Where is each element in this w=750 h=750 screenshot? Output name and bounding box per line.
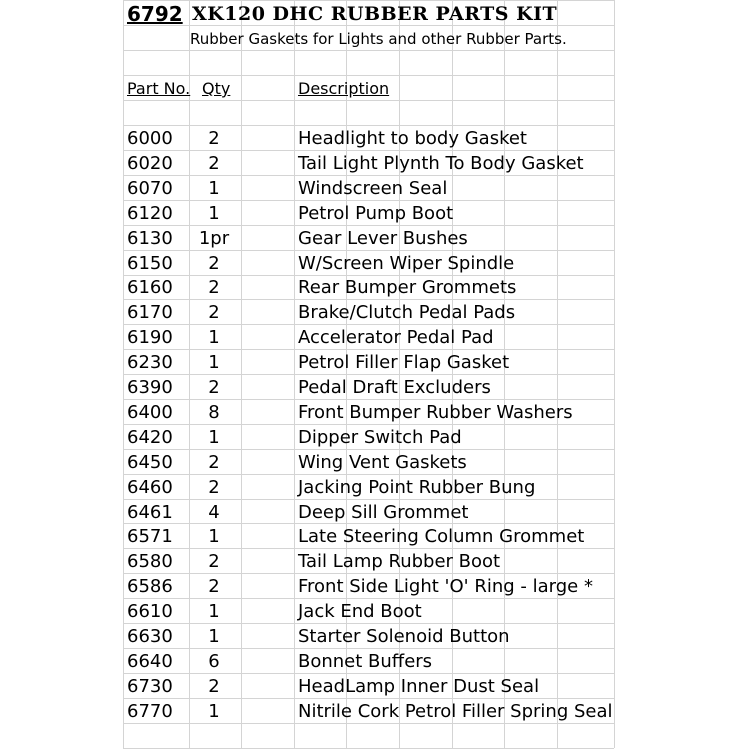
part-number-cell: 6580 [127,551,173,572]
table-row [0,524,750,549]
table-row [0,350,750,375]
grid-row-line [123,100,614,101]
grid-row-line [123,50,614,51]
quantity-cell: 1pr [198,228,230,249]
quantity-cell: 8 [208,402,220,423]
part-number-cell: 6610 [127,601,173,622]
part-number-cell: 6160 [127,277,173,298]
quantity-cell: 2 [208,377,220,398]
grid-row-line [123,0,614,1]
description-cell: Wing Vent Gaskets [298,452,467,473]
grid-row-line [123,748,614,749]
table-row [0,126,750,151]
table-row [0,674,750,699]
part-number-cell: 6120 [127,203,173,224]
description-cell: Gear Lever Bushes [298,228,468,249]
part-number-cell: 6150 [127,253,173,274]
quantity-cell: 2 [208,153,220,174]
quantity-cell: 2 [208,551,220,572]
description-cell: W/Screen Wiper Spindle [298,253,515,274]
part-number-cell: 6630 [127,626,173,647]
description-cell: Tail Lamp Rubber Boot [298,551,501,572]
quantity-cell: 2 [208,676,220,697]
description-cell: Windscreen Seal [298,178,448,199]
quantity-cell: 2 [208,277,220,298]
quantity-cell: 1 [208,327,220,348]
kit-subtitle: Rubber Gaskets for Lights and other Rubber Parts. [190,30,567,48]
quantity-cell: 1 [208,701,220,722]
description-cell: Pedal Draft Excluders [298,377,491,398]
part-number-cell: 6170 [127,302,173,323]
quantity-cell: 2 [208,576,220,597]
header-description: Description [298,79,390,98]
header-part-no: Part No. [127,79,191,98]
grid-row-line [123,25,614,26]
table-row [0,400,750,425]
quantity-cell: 2 [208,302,220,323]
description-cell: Late Steering Column Grommet [298,526,585,547]
part-number-cell: 6230 [127,352,173,373]
table-row [0,300,750,325]
description-cell: Petrol Filler Flap Gasket [298,352,510,373]
description-cell: Deep Sill Grommet [298,502,469,523]
description-cell: Jacking Point Rubber Bung [298,477,536,498]
table-row [0,624,750,649]
table-row [0,574,750,599]
table-row [0,275,750,300]
table-row [0,649,750,674]
quantity-cell: 1 [208,601,220,622]
quantity-cell: 2 [208,477,220,498]
part-number-cell: 6020 [127,153,173,174]
quantity-cell: 4 [208,502,220,523]
quantity-cell: 1 [208,178,220,199]
table-row [0,226,750,251]
part-number-cell: 6190 [127,327,173,348]
part-number-cell: 6400 [127,402,173,423]
quantity-cell: 1 [208,427,220,448]
description-cell: Rear Bumper Grommets [298,277,517,298]
part-number-cell: 6730 [127,676,173,697]
table-row [0,500,750,525]
quantity-cell: 1 [208,526,220,547]
part-number-cell: 6420 [127,427,173,448]
table-row [0,176,750,201]
part-number-cell: 6000 [127,128,173,149]
part-number-cell: 6070 [127,178,173,199]
table-row [0,201,750,226]
quantity-cell: 2 [208,452,220,473]
part-number-cell: 6461 [127,502,173,523]
quantity-cell: 6 [208,651,220,672]
description-cell: Starter Solenoid Button [298,626,510,647]
quantity-cell: 2 [208,128,220,149]
table-row [0,599,750,624]
description-cell: Jack End Boot [298,601,422,622]
description-cell: Nitrile Cork Petrol Filler Spring Seal [298,701,613,722]
description-cell: Bonnet Buffers [298,651,433,672]
description-cell: Brake/Clutch Pedal Pads [298,302,516,323]
part-number-cell: 6460 [127,477,173,498]
table-row [0,549,750,574]
part-number-cell: 6571 [127,526,173,547]
part-number-cell: 6390 [127,377,173,398]
part-number-cell: 6770 [127,701,173,722]
table-row [0,699,750,724]
part-number-cell: 6450 [127,452,173,473]
part-number-cell: 6130 [127,228,173,249]
table-row [0,251,750,276]
description-cell: Front Side Light 'O' Ring - large * [298,576,593,597]
quantity-cell: 2 [208,253,220,274]
grid-row-line [123,75,614,76]
part-number-cell: 6640 [127,651,173,672]
description-cell: HeadLamp Inner Dust Seal [298,676,540,697]
table-row [0,475,750,500]
table-row [0,151,750,176]
table-row [0,375,750,400]
quantity-cell: 1 [208,352,220,373]
description-cell: Petrol Pump Boot [298,203,454,224]
quantity-cell: 1 [208,203,220,224]
description-cell: Tail Light Plynth To Body Gasket [298,153,584,174]
description-cell: Accelerator Pedal Pad [298,327,494,348]
part-number-cell: 6586 [127,576,173,597]
table-row [0,425,750,450]
table-row [0,325,750,350]
kit-number: 6792 [127,2,183,26]
description-cell: Headlight to body Gasket [298,128,527,149]
description-cell: Front Bumper Rubber Washers [298,402,573,423]
quantity-cell: 1 [208,626,220,647]
table-row [0,450,750,475]
header-qty: Qty [202,79,231,98]
kit-title: XK120 DHC RUBBER PARTS KIT [192,3,558,25]
description-cell: Dipper Switch Pad [298,427,462,448]
